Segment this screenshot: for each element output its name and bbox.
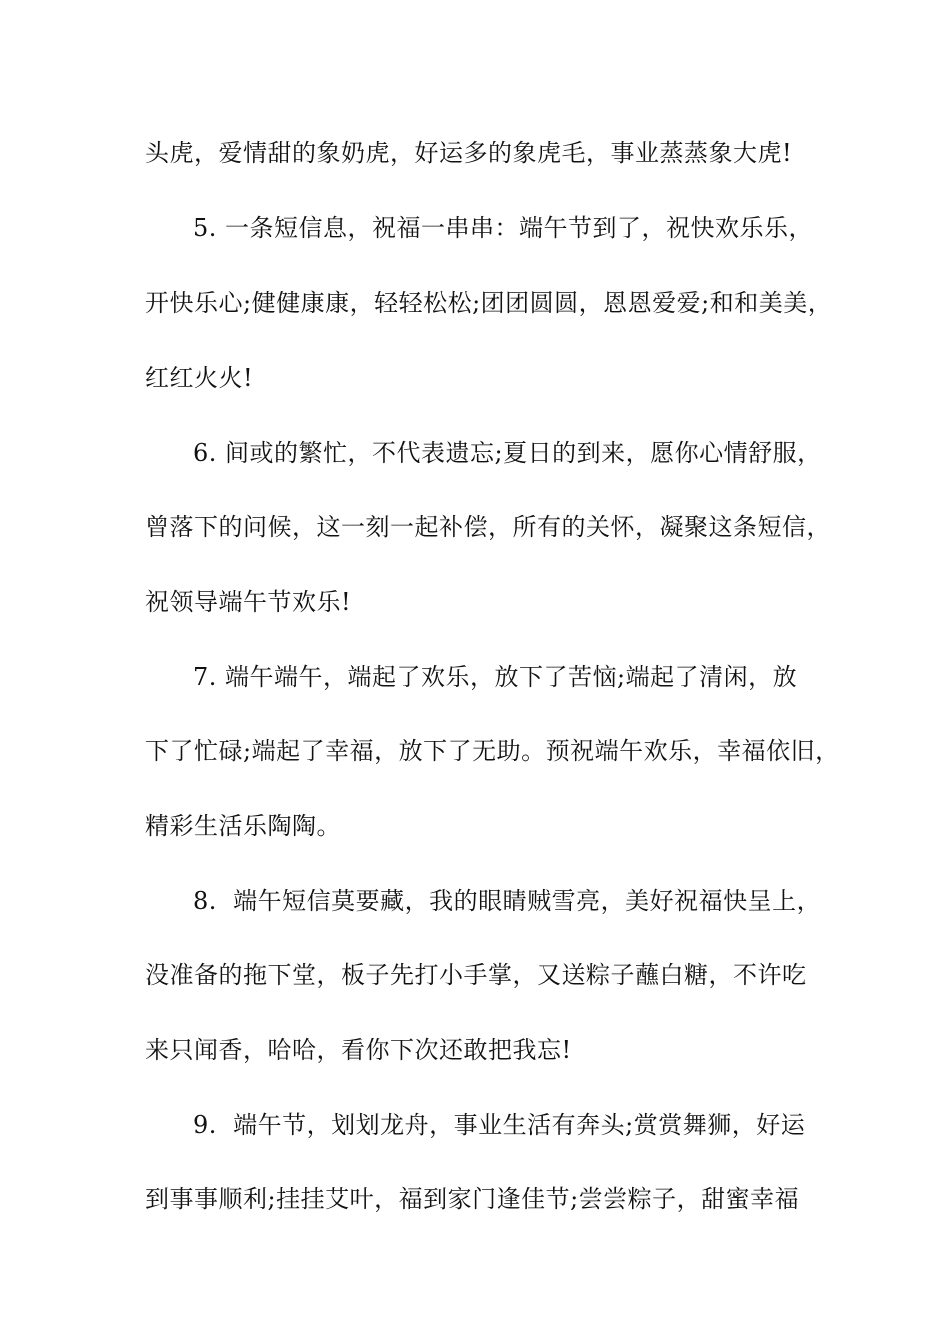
text-line: 没准备的拖下堂，板子先打小手掌，又送粽子蘸白糖，不许吃	[145, 961, 807, 989]
text-line: 7. 端午端午，端起了欢乐，放下了苦恼;端起了清闲，放	[193, 663, 798, 691]
text-line: 8. 端午短信莫要藏，我的眼睛贼雪亮，美好祝福快呈上，	[193, 887, 822, 915]
text-line: 红红火火!	[145, 364, 254, 392]
text-line: 到事事顺利;挂挂艾叶，福到家门逢佳节;尝尝粽子，甜蜜幸福	[145, 1185, 800, 1213]
text-line: 6. 间或的繁忙，不代表遗忘;夏日的到来，愿你心情舒服，	[193, 439, 822, 467]
text-line: 来只闻香，哈哈，看你下次还敢把我忘!	[145, 1036, 572, 1064]
text-line: 精彩生活乐陶陶。	[145, 812, 341, 840]
text-line: 9. 端午节，划划龙舟，事业生活有奔头;赏赏舞狮，好运	[193, 1111, 806, 1139]
text-line: 祝领导端午节欢乐!	[145, 588, 352, 616]
text-line: 开快乐心;健健康康，轻轻松松;团团圆圆，恩恩爱爱;和和美美，	[145, 289, 833, 317]
text-line: 曾落下的问候，这一刻一起补偿，所有的关怀，凝聚这条短信，	[145, 513, 831, 541]
text-line: 头虎，爱情甜的象奶虎，好运多的象虎毛，事业蒸蒸象大虎!	[145, 139, 793, 167]
text-line: 5. 一条短信息，祝福一串串：端午节到了，祝快欢乐乐，	[193, 214, 814, 242]
text-line: 下了忙碌;端起了幸福，放下了无助。预祝端午欢乐，幸福依旧，	[145, 737, 840, 765]
